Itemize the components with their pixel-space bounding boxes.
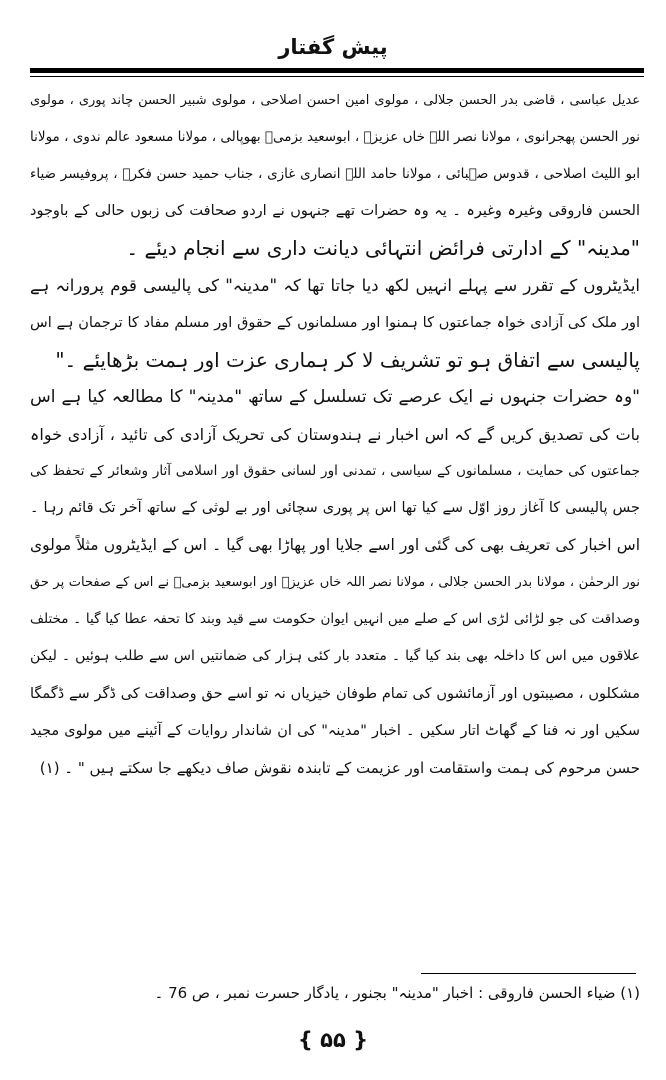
text-line: ابو اللیث اصلاحی ، قدوس صہبائی ، مولانا حامد اللہ انصاری غازی ، جناب حمید حسن فکرؔ ، پروفیسر ضیاء <box>30 166 640 183</box>
text-line: نور الحسن پھجرانوی ، مولانا نصر اللہ خاں عزیزؔ ، ابوسعید بزمیؔ بھوپالی ، مولانا مسعود عالم ندوی ، مولانا <box>30 129 640 146</box>
page-header-title: پیش گفتار <box>278 35 388 59</box>
text-line: جس پالیسی کا آغاز روز اوّل سے کیا تھا اس پر پوری سچائی اور بے لوثی کے ساتھ آخر تک قائم رہا ۔ <box>30 500 640 517</box>
text-line: الحسن فاروقی وغیرہ وغیرہ ۔ یہ وہ حضرات تھے جنہوں نے اردو صحافت کی زبوں حالی کے باوجود <box>30 203 640 220</box>
text-line: نور الرحمٰن ، مولانا بدر الحسن جلالی ، مولانا نصر اللہ خاں عزیزؔ اور ابوسعید بزمیؔ نے اس کے صفحات پر حق <box>30 575 640 591</box>
text-line: ایڈیٹروں کے تقرر سے پہلے انہیں لکھ دیا جاتا تھا کہ "مدینہ" کی پالیسی قوم پرورانہ ہے <box>30 276 640 296</box>
page-number: { ۵۵ } <box>297 1028 369 1052</box>
text-line: جماعتوں کی حمایت ، مسلمانوں کے سیاسی ، تمدنی اور لسانی حقوق اور اسلامی آثار وشعائر کے تحفظ کی <box>30 462 640 479</box>
text-line: اس اخبار کی تعریف بھی کی گئی اور اسے جلایا اور پھاڑا بھی گیا ۔ اس کے ایڈیٹروں مثلاً مولوی <box>30 536 640 555</box>
text-line: سکیں اور نہ فنا کے گھاٹ اتار سکیں ۔ اخبار "مدینہ" کی ان شاندار روایات کے آئینے میں مولوی مجید <box>30 722 640 739</box>
text-line: "مدینہ" کے ادارتی فرائض انتہائی دیانت داری سے انجام دیئے ۔ <box>126 236 640 261</box>
text-line: بات کی تصدیق کریں گے کہ اس اخبار نے ہندوستان کی تحریک آزادی کی تائید ، آزادی خواہ <box>30 424 640 444</box>
footnote: (۱) ضیاء الحسن فاروقی : اخبار "مدینہ" بجنور ، یادگار حسرت نمبر ، ص 76 ۔ <box>154 984 640 1002</box>
text-line: حسن مرحوم کی ہمت واستقامت اور عزیمت کے تابندہ نقوش صاف دیکھے جا سکتے ہیں " ۔ (۱) <box>39 758 640 777</box>
header-rule <box>30 68 644 73</box>
body-text <box>30 82 640 787</box>
text-line: پالیسی سے اتفاق ہو تو تشریف لا کر ہماری عزت اور ہمت بڑھایئے ۔" <box>55 347 640 372</box>
text-line: "وہ حضرات جنہوں نے ایک عرصے تک تسلسل کے ساتھ "مدینہ" کا مطالعہ کیا ہے اس <box>30 386 640 407</box>
header-rule-thin <box>30 76 644 77</box>
text-line: مشکلوں ، مصیبتوں اور آزمائشوں کی تمام طوفان خیزیاں نہ تو اسے حق وصداقت کی ڈگر سے ڈگمگا <box>30 685 640 702</box>
footnote-rule <box>421 973 636 974</box>
text-line: اور ملک کی آزادی خواہ جماعتوں کا ہمنوا اور مسلمانوں کے حقوق اور مسلم مفاد کا ترجمان ہے اس <box>30 314 640 331</box>
text-line: وصداقت کی جو لڑائی لڑی اس کے صلے میں انہیں ایوان حکومت سے قید وبند کا تحفہ عطا کیا گیا ۔ مختلف <box>30 611 640 628</box>
text-line: علاقوں میں اس کا داخلہ بھی بند کیا گیا ۔ متعدد بار کئی ہزار کی ضمانتیں اس سے طلب ہوئیں ۔ لیکن <box>30 648 640 665</box>
text-line: عدیل عباسی ، قاضی بدر الحسن جلالی ، مولوی امین احسن اصلاحی ، مولوی شبیر الحسن چاند پوری ، مولوی <box>30 93 640 108</box>
